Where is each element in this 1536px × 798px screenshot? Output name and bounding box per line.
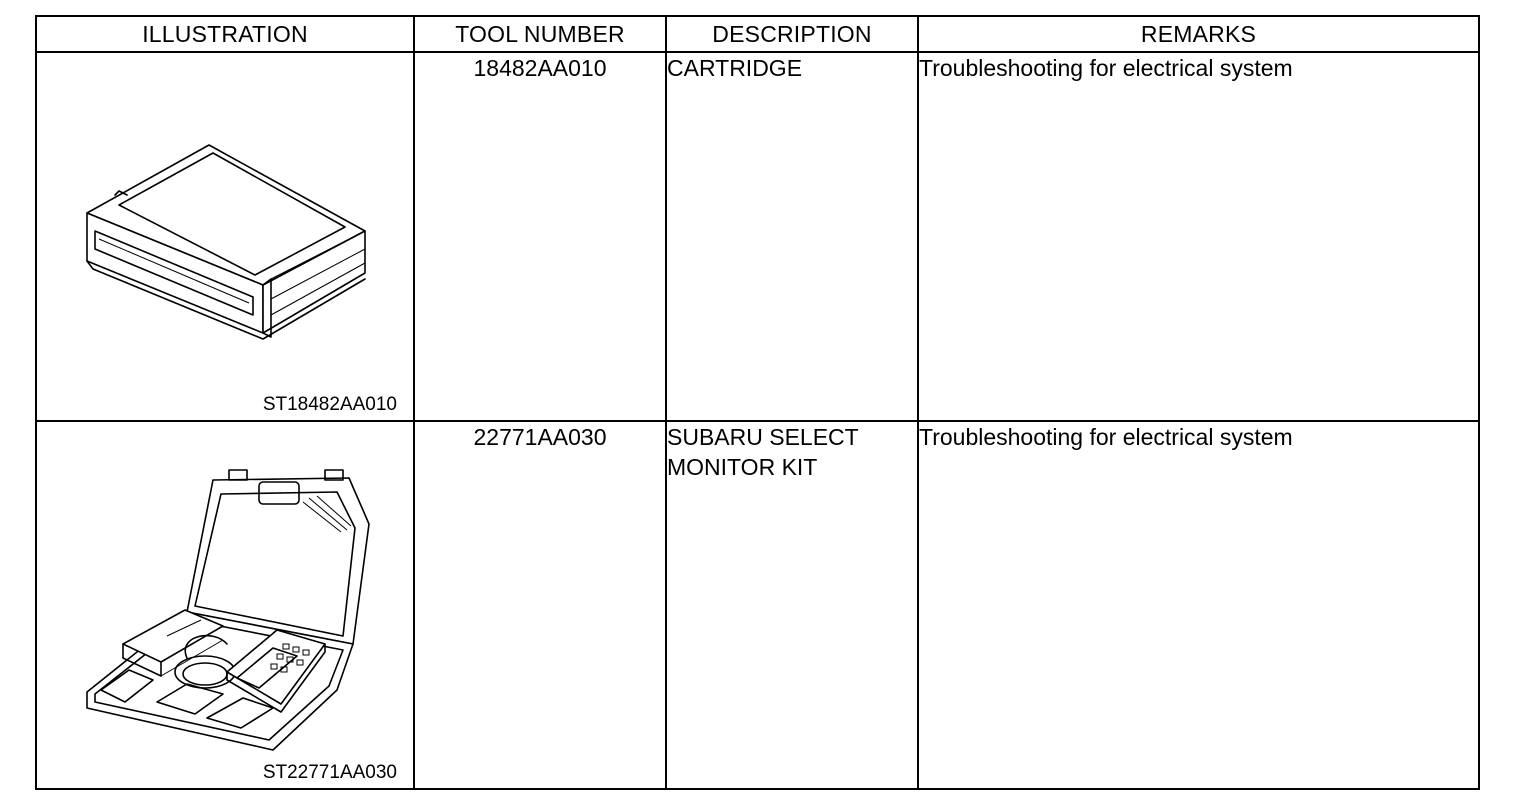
illustration-cell [36,421,414,790]
tool-number-cell: 18482AA010 [414,52,666,421]
illustration-code: ST18482AA010 [262,393,397,415]
header-description: DESCRIPTION [666,16,918,52]
illustration-code: ST22771AA030 [262,762,397,783]
header-row [36,16,1479,52]
header-remarks: REMARKS [918,16,1479,52]
description-text: SUBARU SELECT MONITOR KIT [667,423,859,480]
description-cell: CARTRIDGE [666,52,918,421]
description-cell [666,421,918,790]
remarks-cell: Troubleshooting for electrical system [918,52,1479,421]
illustration-cell [36,52,414,421]
table-row [36,52,1479,421]
header-tool-number: TOOL NUMBER [414,16,666,52]
tools-table [35,15,1480,790]
cartridge-illustration [37,53,413,419]
header-illustration: ILLUSTRATION [36,16,414,52]
select-monitor-kit-illustration [37,422,413,788]
table-row [36,421,1479,790]
tool-number-cell: 22771AA030 [414,421,666,790]
remarks-cell: Troubleshooting for electrical system [918,421,1479,790]
